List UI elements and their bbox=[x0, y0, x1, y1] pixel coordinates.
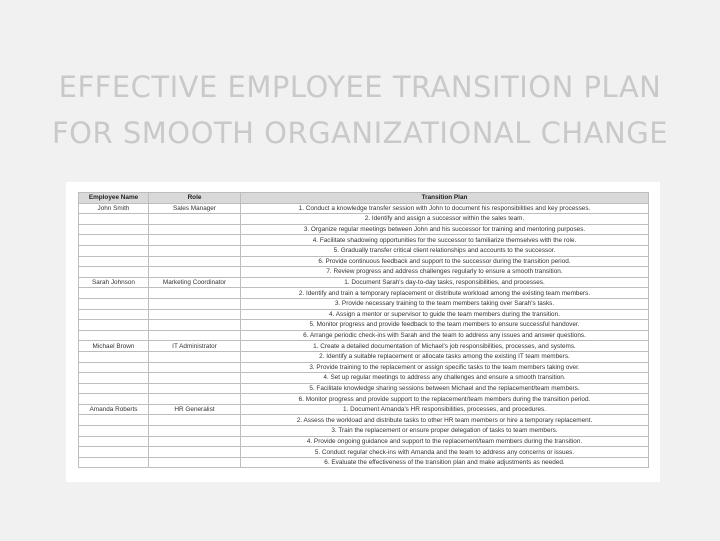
cell-transition-plan: 6. Provide continuous feedback and support to the successor during the transition period. bbox=[241, 256, 649, 267]
table-row bbox=[79, 267, 649, 278]
cell-employee-name bbox=[79, 383, 149, 394]
title-line-1: EFFECTIVE EMPLOYEE TRANSITION PLAN bbox=[58, 70, 662, 104]
cell-employee-name bbox=[79, 298, 149, 309]
cell-employee-name bbox=[79, 330, 149, 341]
cell-transition-plan: 7. Review progress and address challenges regularly to ensure a smooth transition. bbox=[241, 267, 649, 278]
table-row bbox=[79, 224, 649, 235]
cell-employee-name bbox=[79, 426, 149, 437]
cell-transition-plan: 1. Document Amanda's HR responsibilities, processes, and procedures. bbox=[241, 404, 649, 415]
cell-employee-name bbox=[79, 214, 149, 225]
table-row bbox=[79, 404, 649, 415]
cell-transition-plan: 6. Monitor progress and provide support to the replacement/team members during the transition period. bbox=[241, 394, 649, 405]
table-row bbox=[79, 309, 649, 320]
cell-role: HR Generalist bbox=[149, 404, 241, 415]
cell-transition-plan: 1. Create a detailed documentation of Michael's job responsibilities, processes, and systems. bbox=[241, 341, 649, 352]
cell-transition-plan: 2. Assess the workload and distribute tasks to other HR team members or hire a temporary replacement. bbox=[241, 415, 649, 426]
cell-employee-name bbox=[79, 267, 149, 278]
cell-transition-plan: 6. Evaluate the effectiveness of the transition plan and make adjustments as needed. bbox=[241, 457, 649, 468]
cell-role bbox=[149, 235, 241, 246]
cell-employee-name bbox=[79, 309, 149, 320]
table-row bbox=[79, 330, 649, 341]
table-row bbox=[79, 447, 649, 458]
cell-employee-name bbox=[79, 235, 149, 246]
cell-role bbox=[149, 351, 241, 362]
table-row bbox=[79, 436, 649, 447]
header-employee-name: Employee Name bbox=[79, 193, 149, 204]
cell-transition-plan: 2. Identify and train a temporary replacement or distribute workload among the existing team members. bbox=[241, 288, 649, 299]
cell-role bbox=[149, 267, 241, 278]
cell-transition-plan: 5. Monitor progress and provide feedback to the team members to ensure successful handover. bbox=[241, 320, 649, 331]
cell-employee-name bbox=[79, 320, 149, 331]
cell-transition-plan: 4. Set up regular meetings to address any challenges and ensure a smooth transition. bbox=[241, 373, 649, 384]
cell-role bbox=[149, 457, 241, 468]
cell-employee-name bbox=[79, 245, 149, 256]
title-line-2: FOR SMOOTH ORGANIZATIONAL CHANGE bbox=[51, 116, 669, 150]
cell-employee-name bbox=[79, 351, 149, 362]
cell-transition-plan: 3. Provide training to the replacement or assign specific tasks to the team members taking over. bbox=[241, 362, 649, 373]
cell-transition-plan: 1. Document Sarah's day-to-day tasks, responsibilities, and processes. bbox=[241, 277, 649, 288]
cell-role bbox=[149, 214, 241, 225]
table-row bbox=[79, 373, 649, 384]
cell-employee-name bbox=[79, 457, 149, 468]
cell-transition-plan: 5. Conduct regular check-ins with Amanda and the team to address any concerns or issues. bbox=[241, 447, 649, 458]
table-row bbox=[79, 298, 649, 309]
cell-role bbox=[149, 426, 241, 437]
table-body bbox=[79, 203, 649, 468]
cell-transition-plan: 5. Gradually transfer critical client relationships and accounts to the successor. bbox=[241, 245, 649, 256]
cell-employee-name bbox=[79, 288, 149, 299]
page-title bbox=[0, 64, 720, 156]
table-row bbox=[79, 341, 649, 352]
cell-role: IT Administrator bbox=[149, 341, 241, 352]
table-row bbox=[79, 415, 649, 426]
header-role: Role bbox=[149, 193, 241, 204]
cell-transition-plan: 2. Identify a suitable replacement or allocate tasks among the existing IT team members. bbox=[241, 351, 649, 362]
cell-role bbox=[149, 362, 241, 373]
cell-role bbox=[149, 256, 241, 267]
cell-role: Marketing Coordinator bbox=[149, 277, 241, 288]
table-row bbox=[79, 288, 649, 299]
cell-employee-name bbox=[79, 415, 149, 426]
table-row bbox=[79, 245, 649, 256]
table-header-row bbox=[79, 193, 649, 204]
header-transition-plan: Transition Plan bbox=[241, 193, 649, 204]
cell-employee-name bbox=[79, 436, 149, 447]
cell-transition-plan: 3. Train the replacement or ensure proper delegation of tasks to team members. bbox=[241, 426, 649, 437]
cell-employee-name bbox=[79, 373, 149, 384]
cell-role bbox=[149, 320, 241, 331]
table-row bbox=[79, 351, 649, 362]
table-row bbox=[79, 214, 649, 225]
cell-transition-plan: 2. Identify and assign a successor within the sales team. bbox=[241, 214, 649, 225]
cell-employee-name bbox=[79, 447, 149, 458]
cell-employee-name bbox=[79, 224, 149, 235]
transition-plan-table bbox=[78, 192, 649, 468]
cell-role bbox=[149, 415, 241, 426]
table-row bbox=[79, 203, 649, 214]
cell-transition-plan: 1. Conduct a knowledge transfer session with John to document his responsibilities and key processes. bbox=[241, 203, 649, 214]
spreadsheet-preview bbox=[66, 182, 660, 482]
cell-transition-plan: 3. Organize regular meetings between John and his successor for training and mentoring purposes. bbox=[241, 224, 649, 235]
cell-role bbox=[149, 373, 241, 384]
cell-employee-name: Sarah Johnson bbox=[79, 277, 149, 288]
cell-transition-plan: 3. Provide necessary training to the team members taking over Sarah's tasks. bbox=[241, 298, 649, 309]
cell-transition-plan: 4. Provide ongoing guidance and support to the replacement/team members during the transition. bbox=[241, 436, 649, 447]
cell-role bbox=[149, 288, 241, 299]
cell-employee-name: John Smith bbox=[79, 203, 149, 214]
cell-employee-name bbox=[79, 256, 149, 267]
table-row bbox=[79, 320, 649, 331]
cell-role bbox=[149, 436, 241, 447]
cell-role: Sales Manager bbox=[149, 203, 241, 214]
cell-role bbox=[149, 245, 241, 256]
cell-transition-plan: 4. Assign a mentor or supervisor to guide the team members during the transition. bbox=[241, 309, 649, 320]
cell-transition-plan: 4. Facilitate shadowing opportunities for the successor to familiarize themselves with the role. bbox=[241, 235, 649, 246]
table-row bbox=[79, 362, 649, 373]
cell-role bbox=[149, 309, 241, 320]
cell-role bbox=[149, 330, 241, 341]
cell-employee-name: Michael Brown bbox=[79, 341, 149, 352]
table-row bbox=[79, 426, 649, 437]
table-row bbox=[79, 235, 649, 246]
cell-role bbox=[149, 447, 241, 458]
table-row bbox=[79, 256, 649, 267]
cell-role bbox=[149, 224, 241, 235]
cell-role bbox=[149, 383, 241, 394]
table-row bbox=[79, 383, 649, 394]
cell-employee-name bbox=[79, 394, 149, 405]
table-row bbox=[79, 394, 649, 405]
cell-employee-name: Amanda Roberts bbox=[79, 404, 149, 415]
cell-role bbox=[149, 298, 241, 309]
cell-employee-name bbox=[79, 362, 149, 373]
table-row bbox=[79, 277, 649, 288]
cell-role bbox=[149, 394, 241, 405]
cell-transition-plan: 6. Arrange periodic check-ins with Sarah and the team to address any issues and answer questions. bbox=[241, 330, 649, 341]
cell-transition-plan: 5. Facilitate knowledge sharing sessions between Michael and the replacement/team members. bbox=[241, 383, 649, 394]
table-row bbox=[79, 457, 649, 468]
